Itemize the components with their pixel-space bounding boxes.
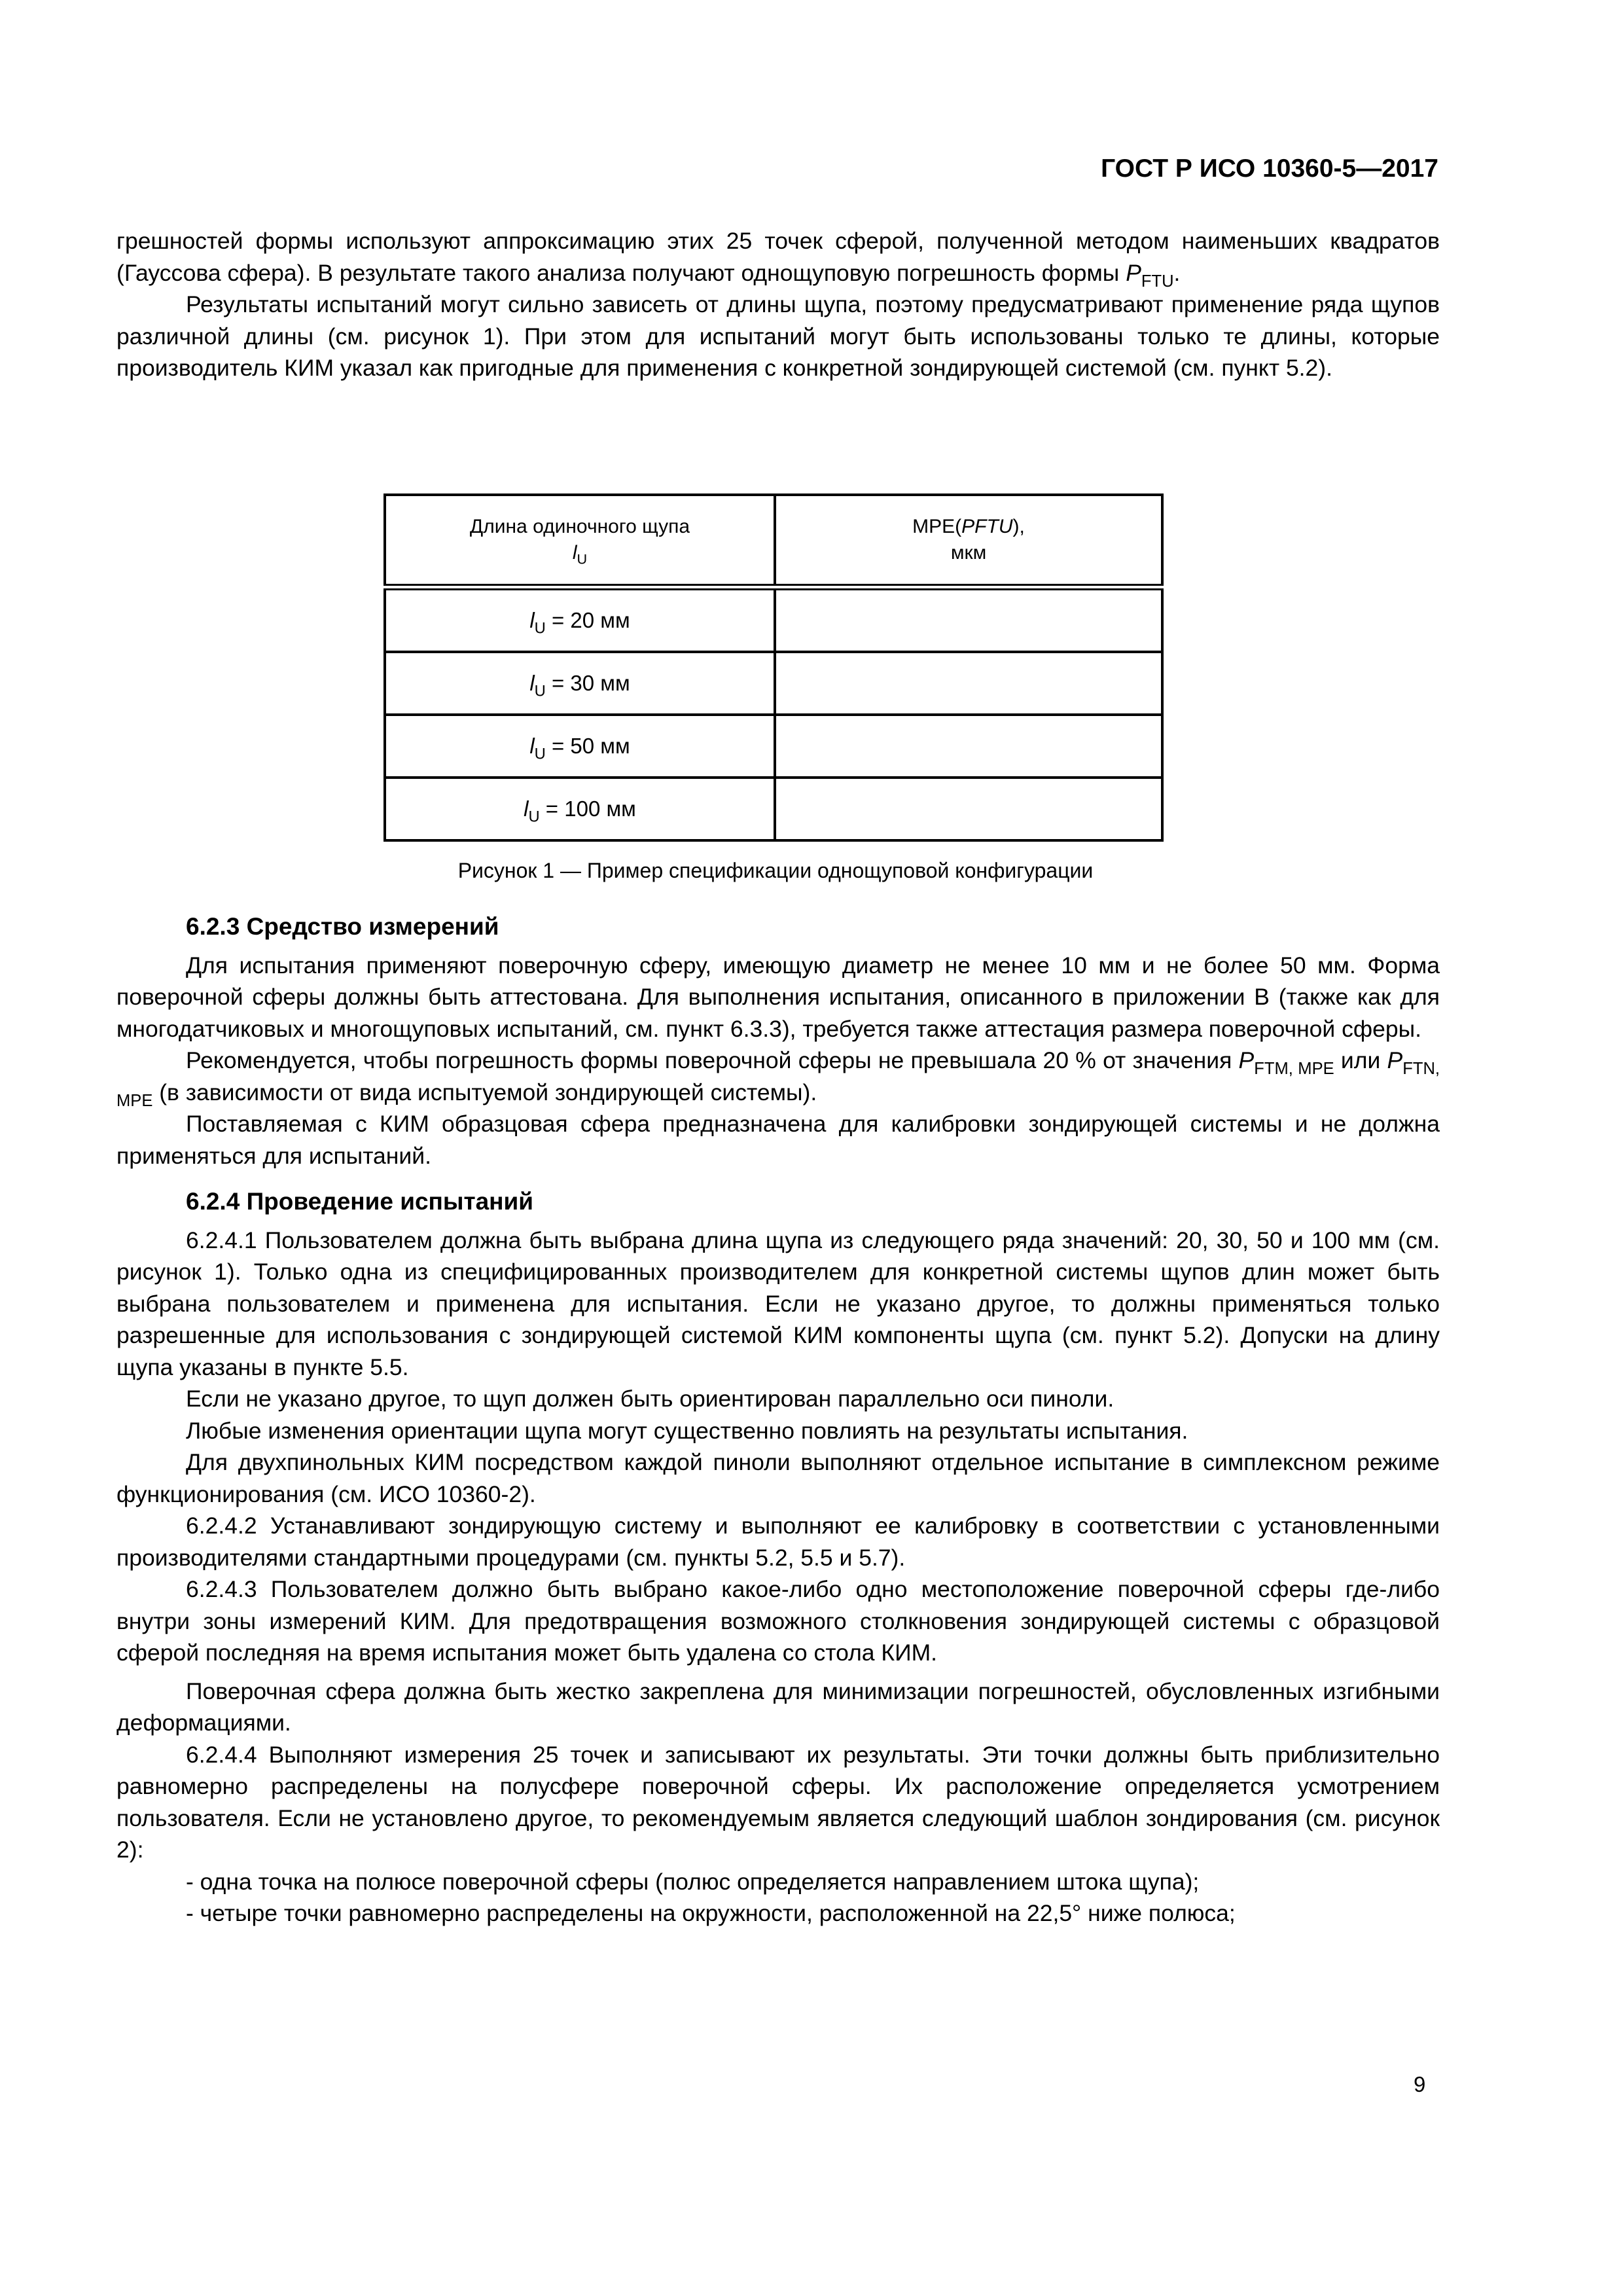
page-number: 9 [1414, 2072, 1426, 2096]
table-row [385, 652, 1162, 715]
table-row [385, 778, 1162, 840]
mpe-cell [775, 587, 1162, 652]
section-6-2-3-paragraph-2: Рекомендуется, чтобы погрешность формы поверочной сферы не превышала 20 % от значения $P_{FTM, MPE}$ или $P_{FTN, MPE}$ (в зависимости от вида испытуемой зондирующей системы). [116, 1047, 1440, 1110]
column-header-length: Длина одиночного щупа $l_U$ [385, 495, 775, 587]
section-6-2-3-paragraph-3: Поставляемая с КИМ образцовая сфера предназначена для калибровки зондирующей системы и не должна применяться для испытаний. [116, 1111, 1440, 1169]
mpe-cell [775, 652, 1162, 715]
section-6-2-3 [116, 911, 1440, 1929]
intro-paragraph-1: грешностей формы используют аппроксимацию этих 25 точек сферой, полученной методом наименьших квадратов (Гауссова сфера). В результате такого анализа получают однощуповую погрешность формы $P_{FTU}$. [116, 228, 1440, 291]
table-header-row [385, 495, 1162, 587]
intro-paragraph-2: Результаты испытаний могут сильно зависеть от длины щупа, поэтому предусматривают применение ряда щупов различной длины (см. рисунок 1). При этом для испытаний могут быть использованы только те длины, которые производитель КИМ указал как пригодные для применения с конкретной зондирующей системой (см. пункт 5.2). [116, 291, 1440, 381]
section-6-2-4-paragraph: Для двухпинольных КИМ посредством каждой пиноли выполняют отдельное испытание в симплексном режиме функционирования (см. ИСО 10360-2). [116, 1449, 1440, 1507]
list-item: - одна точка на полюсе поверочной сферы (полюс определяется направлением штока щупа); [186, 1868, 1200, 1895]
length-cell: $l_U = 20$ мм [385, 587, 775, 652]
section-6-2-4-paragraph: 6.2.4.4 Выполняют измерения 25 точек и записывают их результаты. Эти точки должны быть приблизительно равномерно распределены на полусфере поверочной сферы. Их расположение определяется усмотрением пользователя. Если не установлено другое, то рекомендуемым является следующий шаблон зондирования (см. рисунок 2): [116, 1741, 1440, 1863]
table-row [385, 587, 1162, 652]
table-row [385, 715, 1162, 778]
length-cell: $l_U = 30$ мм [385, 652, 775, 715]
intro-section [116, 225, 1440, 384]
column-header-mpe: MPE(PFTU), мкм [775, 495, 1162, 587]
section-heading-6-2-3: 6.2.3 Средство измерений [186, 913, 499, 940]
length-cell: $l_U = 50$ мм [385, 715, 775, 778]
section-6-2-4-paragraph: Если не указано другое, то щуп должен быть ориентирован параллельно оси пиноли. [186, 1386, 1115, 1412]
section-6-2-4-paragraph: 6.2.4.1 Пользователем должна быть выбрана длина щупа из следующего ряда значений: 20, 30, 50 и 100 мм (см. рисунок 1). Только одна из специфицированных производителем для конкретной системы щупов длин может быть выбрана пользователем и применена для испытания. Если не указано другое, то должны применяться только разрешенные для использования с зондирующей системой КИМ компоненты щупа (см. пункт 5.2). Допуски на длину щупа указаны в пункте 5.5. [116, 1227, 1440, 1380]
figure-1-table [383, 493, 1164, 842]
section-6-2-4-paragraph: 6.2.4.3 Пользователем должно быть выбрано какое-либо одно местоположение поверочной сферы где-либо внутри зоны измерений КИМ. Для предотвращения возможного столкновения зондирующей системы с образцовой сферой последняя на время испытания может быть удалена со стола КИМ. [116, 1576, 1440, 1666]
mpe-cell [775, 715, 1162, 778]
list-item: - четыре точки равномерно распределены на окружности, расположенной на 22,5° ниже полюса; [186, 1900, 1236, 1926]
section-6-2-4-paragraph: 6.2.4.2 Устанавливают зондирующую систему и выполняют ее калибровку в соответствии с установленными производителями стандартными процедурами (см. пункты 5.2, 5.5 и 5.7). [116, 1513, 1440, 1571]
section-6-2-4-paragraph: Поверочная сфера должна быть жестко закреплена для минимизации погрешностей, обусловленных изгибными деформациями. [116, 1677, 1440, 1736]
symbol-subscript: FTU [1141, 272, 1174, 291]
figure-1-caption: Рисунок 1 — Пример спецификации однощуповой конфигурации [457, 859, 1094, 882]
section-6-2-3-paragraph-1: Для испытания применяют поверочную сферу, имеющую диаметр не менее 10 мм и не более 50 мм. Форма поверочной сферы должны быть аттестована. Для выполнения испытания, описанного в приложении В (также как для многодатчиковых и многощуповых испытаний, см. пункт 6.3.3), требуется также аттестация размера поверочной сферы. [116, 952, 1440, 1042]
document-header-id: ГОСТ Р ИСО 10360-5—2017 [1101, 154, 1438, 183]
symbol-p: P [1126, 259, 1141, 286]
length-cell: $l_U = 100$ мм [385, 778, 775, 840]
section-6-2-4-paragraph: Любые изменения ориентации щупа могут существенно повлиять на результаты испытания. [186, 1417, 1188, 1444]
section-heading-6-2-4: 6.2.4 Проведение испытаний [186, 1188, 534, 1215]
mpe-cell [775, 778, 1162, 840]
